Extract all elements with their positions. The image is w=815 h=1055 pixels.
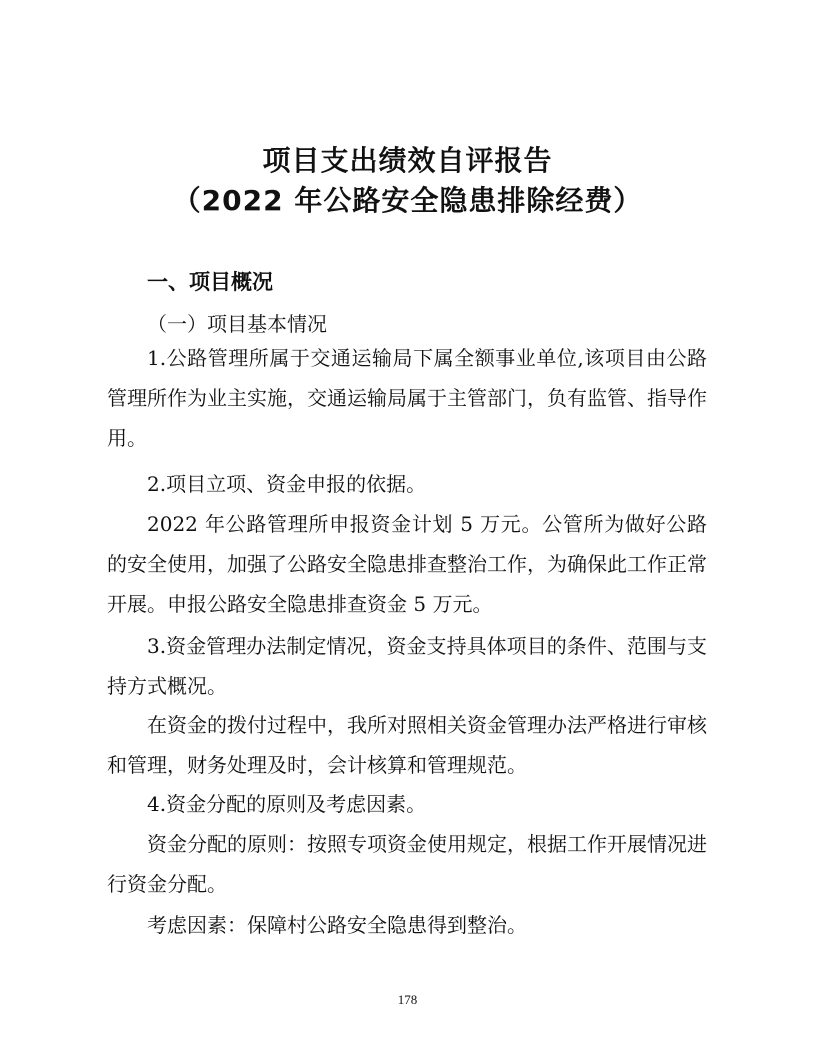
document-subtitle: （2022 年公路安全隐患排除经费）: [172, 184, 643, 217]
paragraph-8: 考虑因素：保障村公路安全隐患得到整治。: [147, 913, 527, 937]
paragraph-7: 资金分配的原则：按照专项资金使用规定，根据工作开展情况进行资金分配。: [107, 832, 707, 896]
paragraph-4: 3.资金管理办法制定情况，资金支持具体项目的条件、范围与支持方式概况。: [107, 634, 707, 698]
document-title: 项目支出绩效自评报告: [262, 144, 553, 177]
section-heading: 一、项目概况: [147, 270, 273, 294]
paragraph-3: 2022 年公路管理所申报资金计划 5 万元。公管所为做好公路的安全使用，加强了公路安全隐患排查整治工作，为确保此工作正常开展。申报公路安全隐患排查资金 5 万元。: [107, 512, 707, 616]
paragraph-6: 4.资金分配的原则及考虑因素。: [147, 792, 427, 816]
paragraph-5: 在资金的拨付过程中，我所对照相关资金管理办法严格进行审核和管理，财务处理及时，会计核算和管理规范。: [107, 713, 707, 777]
subsection-heading: （一）项目基本情况: [147, 312, 327, 336]
paragraph-1: 1.公路管理所属于交通运输局下属全额事业单位,该项目由公路管理所作为业主实施，交通运输局属于主管部门，负有监管、指导作用。: [107, 346, 707, 450]
paragraph-2: 2.项目立项、资金申报的依据。: [147, 472, 427, 496]
page-number: 178: [397, 992, 418, 1007]
